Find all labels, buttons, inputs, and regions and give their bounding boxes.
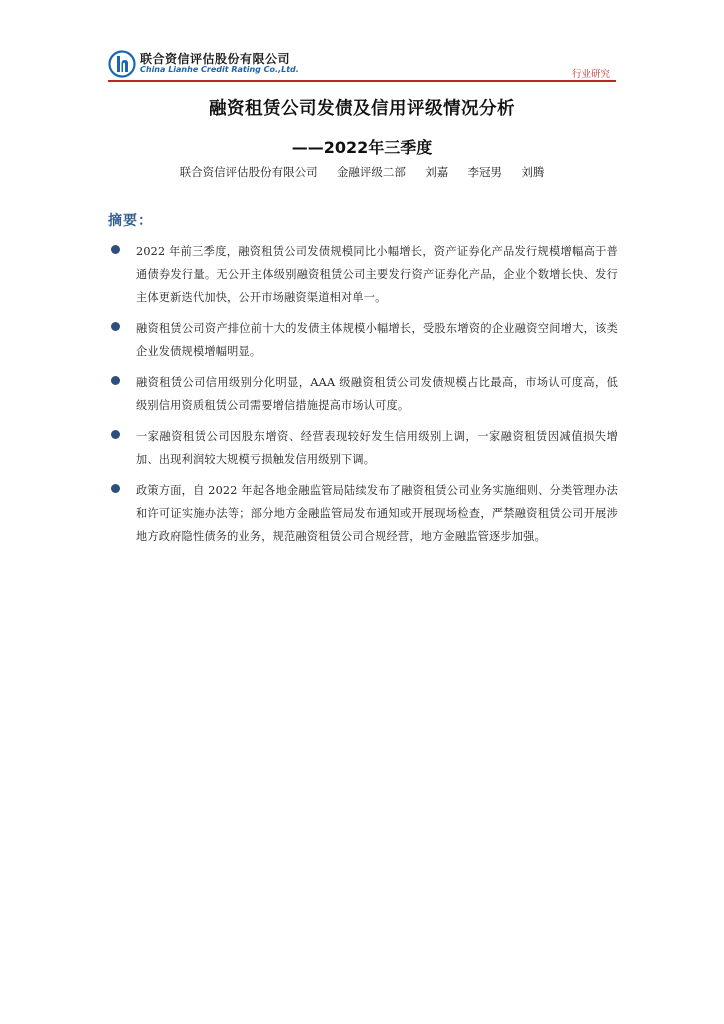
abstract-bullet bbox=[108, 240, 618, 309]
bullet-text: 一家融资租赁公司因股东增资、经营表现较好发生信用级别上调，一家融资租赁因减值损失增加、出现利润较大规模亏损触发信用级别下调。 bbox=[136, 430, 618, 466]
author-line: 联合资信评估股份有限公司 金融评级二部 刘嘉 李冠男 刘腾 bbox=[179, 165, 545, 179]
abstract-bullet bbox=[108, 479, 618, 548]
lianhe-logo-icon bbox=[108, 50, 136, 78]
bullet-dot-icon bbox=[111, 322, 120, 331]
company-name-cn: 联合资信评估股份有限公司 bbox=[140, 52, 291, 66]
page-header bbox=[108, 46, 616, 82]
abstract-bullet bbox=[108, 371, 618, 417]
bullet-dot-icon bbox=[111, 245, 120, 254]
abstract-bullet bbox=[108, 425, 618, 471]
abstract-bullet-list bbox=[108, 240, 618, 556]
bullet-dot-icon bbox=[111, 376, 120, 385]
section-tag: 行业研究 bbox=[571, 69, 610, 80]
bullet-dot-icon bbox=[111, 430, 120, 439]
bullet-text: 2022 年前三季度，融资租赁公司发债规模同比小幅增长，资产证券化产品发行规模增幅高于普通债券发行量。无公开主体级别融资租赁公司主要发行资产证券化产品，企业个数增长快、发行主体更新迭代加快，公开市场融资渠道相对单一。 bbox=[136, 245, 618, 304]
bullet-text: 融资租赁公司资产排位前十大的发债主体规模小幅增长，受股东增资的企业融资空间增大，该类企业发债规模增幅明显。 bbox=[136, 322, 618, 358]
document-subtitle: ——2022年三季度 bbox=[291, 138, 433, 157]
bullet-dot-icon bbox=[111, 484, 120, 493]
company-name-en: China Lianhe Credit Rating Co.,Ltd. bbox=[140, 65, 299, 74]
bullet-text: 融资租赁公司信用级别分化明显，AAA 级融资租赁公司发债规模占比最高，市场认可度高，低级别信用资质租赁公司需要增信措施提高市场认可度。 bbox=[136, 376, 618, 412]
header-divider bbox=[108, 80, 616, 82]
abstract-heading: 摘要： bbox=[108, 213, 153, 229]
abstract-bullet bbox=[108, 317, 618, 363]
document-title: 融资租赁公司发债及信用评级情况分析 bbox=[209, 99, 515, 119]
bullet-text: 政策方面，自 2022 年起各地金融监管局陆续发布了融资租赁公司业务实施细则、分类管理办法和许可证实施办法等；部分地方金融监管局发布通知或开展现场检查，严禁融资租赁公司开展涉地方政府隐性债务的业务，规范融资租赁公司合规经营，地方金融监管逐步加强。 bbox=[136, 484, 618, 543]
